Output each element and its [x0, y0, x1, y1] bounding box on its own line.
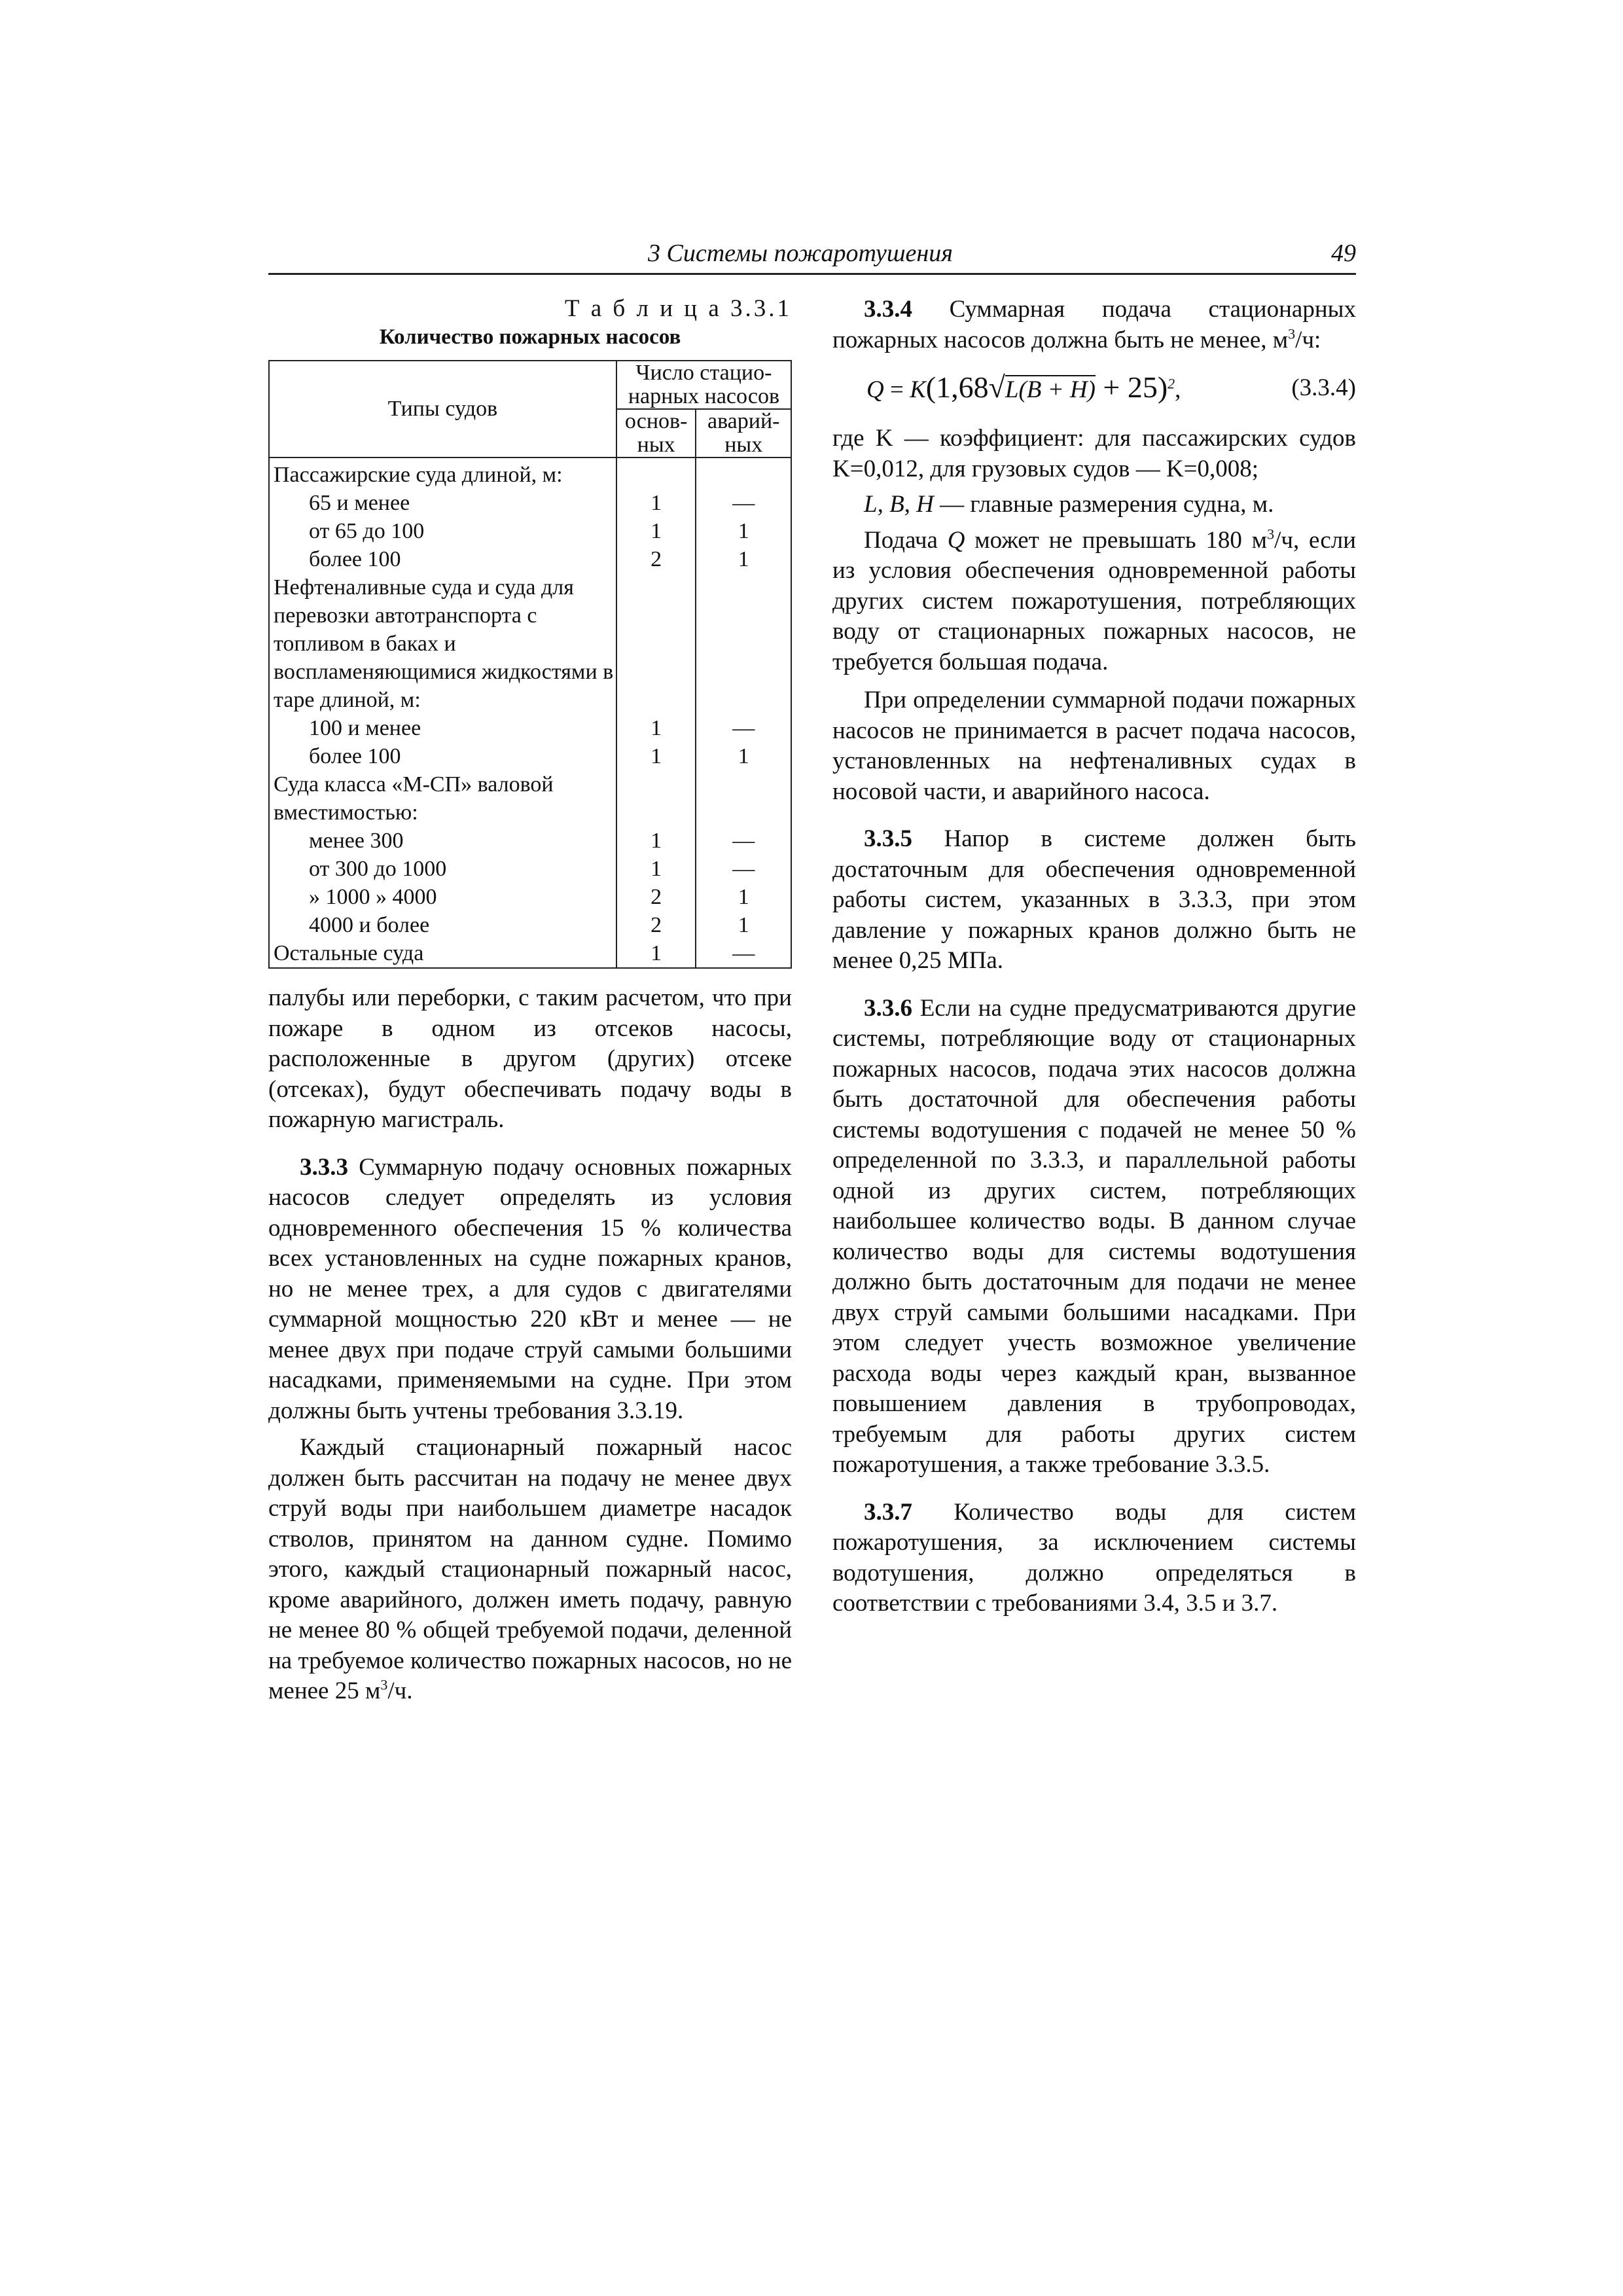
- formula-comma: ,: [1175, 376, 1181, 403]
- paragraph-3-3-6: [832, 994, 1356, 1480]
- ship-type-cell: от 300 до 1000: [269, 855, 616, 883]
- paragraph-where: где K — коэффициент: для пассажирских судов K=0,012, для грузовых судов — K=0,008;: [832, 425, 1356, 482]
- emergency-pumps-cell: —: [696, 489, 791, 517]
- main-pumps-cell: 1: [616, 714, 696, 742]
- paragraph-max-flow: [832, 526, 1356, 678]
- col-header-main: основ-ных: [616, 409, 696, 457]
- table-row: [269, 855, 791, 883]
- table-title: Количество пожарных насосов: [379, 325, 681, 349]
- ship-type-cell: 4000 и более: [269, 911, 616, 939]
- clause-number: 3.3.3: [300, 1153, 348, 1181]
- ship-type-cell: более 100: [269, 742, 616, 770]
- emergency-pumps-cell: —: [696, 855, 791, 883]
- main-pumps-cell: 1: [616, 742, 696, 770]
- clause-text: Количество воды для систем пожаротушения, за исключением системы водотушения, должно определяться в соответствии с требованиями 3.4, 3.5 и 3.7.: [832, 1498, 1356, 1617]
- table-row: [269, 770, 791, 827]
- main-pumps-cell: 2: [616, 911, 696, 939]
- table-row: [269, 545, 791, 573]
- main-pumps-cell: 2: [616, 545, 696, 573]
- table-row: [269, 714, 791, 742]
- main-pumps-cell: [616, 457, 696, 489]
- emergency-pumps-cell: —: [696, 827, 791, 855]
- ship-type-cell: менее 300: [269, 827, 616, 855]
- ship-type-cell: 100 и менее: [269, 714, 616, 742]
- table-row: [269, 827, 791, 855]
- table-row: [269, 517, 791, 545]
- paragraph-3-3-4: [832, 295, 1356, 355]
- formula-close: + 25): [1095, 370, 1168, 404]
- main-pumps-cell: 1: [616, 827, 696, 855]
- paragraph-each-pump: [268, 1433, 792, 1707]
- unit-text: /ч:: [1295, 326, 1321, 353]
- emergency-pumps-cell: —: [696, 939, 791, 968]
- clause-text: Суммарная подача стационарных пожарных насосов должна быть не менее, м: [832, 296, 1356, 353]
- emergency-pumps-cell: 1: [696, 883, 791, 911]
- superscript: 3: [1288, 325, 1296, 342]
- paragraph-text: — главные размерения судна, м.: [933, 491, 1274, 518]
- emergency-pumps-cell: 1: [696, 742, 791, 770]
- formula-radicand: L(B + H): [1005, 376, 1096, 403]
- formula-open: (1,68√: [925, 370, 1005, 404]
- unit-text: /ч.: [387, 1677, 413, 1704]
- formula-3-3-4: [832, 361, 1356, 420]
- main-pumps-cell: 1: [616, 939, 696, 968]
- left-column: [268, 295, 792, 1707]
- ship-type-cell: более 100: [269, 545, 616, 573]
- main-pumps-cell: 1: [616, 517, 696, 545]
- table-row: [269, 939, 791, 968]
- ship-type-cell: Нефтеналивные суда и суда для перевозки автотранспорта с топливом в баках и воспламеняющимися жидкостями в таре длиной, м:: [269, 573, 616, 714]
- paragraph-total-flow: При определении суммарной подачи пожарных насосов не принимается в расчет подача насосов, установленных на нефтеналивных судах в носовой части, и аварийного насоса.: [832, 687, 1356, 805]
- formula-expression: [866, 370, 1181, 404]
- right-column: [832, 295, 1356, 1619]
- ship-type-cell: от 65 до 100: [269, 517, 616, 545]
- table-row: [269, 573, 791, 714]
- emergency-pumps-cell: 1: [696, 545, 791, 573]
- emergency-pumps-cell: [696, 457, 791, 489]
- superscript: 3: [1267, 526, 1275, 543]
- table-row: [269, 742, 791, 770]
- main-pumps-cell: 1: [616, 855, 696, 883]
- clause-text: Суммарную подачу основных пожарных насосов следует определять из условия одновременного обеспечения 15 % количества всех установленных на судне пожарных кранов, но не менее трех, а для судов с двигателями суммарной мощностью 220 кВт и менее — не менее двух при подаче струй самыми большими насадками, применяемыми на судне. При этом должны быть учтены требования 3.3.19.: [268, 1153, 792, 1424]
- clause-number: 3.3.7: [864, 1498, 912, 1526]
- formula-equals: =: [883, 376, 910, 403]
- variable-q: Q: [947, 526, 965, 554]
- clause-number: 3.3.5: [864, 825, 912, 852]
- superscript: 3: [380, 1676, 388, 1693]
- text-c: /ч, если из условия обеспечения одновременной работы других систем пожаротушения, потребляющих воду от стационарных пожарных насосов, не требуется большая подача.: [832, 526, 1357, 675]
- paragraph-3-3-3: [268, 1153, 792, 1427]
- paragraph-3-3-7: [832, 1498, 1356, 1619]
- main-pumps-cell: [616, 573, 696, 714]
- header-title: 3 Системы пожаротушения: [648, 240, 953, 267]
- table-row: [269, 883, 791, 911]
- formula-q: Q: [866, 376, 884, 403]
- ship-type-cell: Пассажирские суда длиной, м:: [269, 457, 616, 489]
- pumps-table: [268, 360, 792, 969]
- col-header-emergency: аварий-ных: [696, 409, 791, 457]
- ship-type-cell: Остальные суда: [269, 939, 616, 968]
- formula-exponent: 2: [1168, 375, 1175, 392]
- table-row: [269, 489, 791, 517]
- emergency-pumps-cell: 1: [696, 911, 791, 939]
- formula-k: K: [910, 376, 926, 403]
- document-page: [268, 239, 1356, 1875]
- clause-text: Если на судне предусматриваются другие системы, потребляющие воду от стационарных пожарных насосов, подача этих насосов должна быть достаточной для обеспечения работы системы водотушения с подачей не менее 50 % определенной по 3.3.3, и параллельной работы одной из других систем, потребляющих наибольшее количество воды. В данном случае количество воды для системы водотушения должно быть достаточным для подачи не менее двух струй самыми большими насадками. При этом следует учесть возможное увеличение расхода воды через каждый кран, вызванное повышением давления в трубопроводах, требуемым для работы других систем пожаротушения, а также требование 3.3.5.: [832, 994, 1356, 1478]
- paragraph-3-3-5: [832, 824, 1356, 977]
- table-row: [269, 911, 791, 939]
- ship-type-cell: » 1000 » 4000: [269, 883, 616, 911]
- emergency-pumps-cell: —: [696, 714, 791, 742]
- text-b: может не превышать 180 м: [965, 526, 1268, 554]
- table-row: [269, 457, 791, 489]
- paragraph-dimensions: [832, 490, 1356, 520]
- page-number: 49: [1331, 240, 1356, 267]
- equation-number: (3.3.4): [1291, 374, 1356, 401]
- clause-number: 3.3.6: [864, 994, 912, 1022]
- emergency-pumps-cell: 1: [696, 517, 791, 545]
- main-pumps-cell: 2: [616, 883, 696, 911]
- emergency-pumps-cell: [696, 573, 791, 714]
- ship-type-cell: 65 и менее: [269, 489, 616, 517]
- col-header-group: Число стацио-нарных насосов: [616, 361, 791, 409]
- table-caption: Т а б л и ц а 3.3.1: [564, 295, 792, 322]
- text-a: Подача: [864, 526, 948, 554]
- variables: L, B, H: [864, 491, 934, 518]
- table-body: [269, 457, 791, 968]
- paragraph-text: Каждый стационарный пожарный насос должен быть рассчитан на подачу не менее двух струй воды при наибольшем диаметре насадок стволов, принятом на данном судне. Помимо этого, каждый стационарный пожарный насос, кроме аварийного, должен иметь подачу, равную не менее 80 % общей требуемой подачи, деленной на требуемое количество пожарных насосов, но не менее 25 м: [268, 1434, 792, 1704]
- ship-type-cell: Суда класса «М-СП» валовой вместимостью:: [269, 770, 616, 827]
- emergency-pumps-cell: [696, 770, 791, 827]
- main-pumps-cell: [616, 770, 696, 827]
- running-header: [268, 239, 1356, 275]
- paragraph-continuation: палубы или переборки, с таким расчетом, что при пожаре в одном из отсеков насосы, расположенные в другом (других) отсеке (отсеках), будут обеспечивать подачу воды в пожарную магистраль.: [268, 984, 792, 1133]
- clause-text: Напор в системе должен быть достаточным для обеспечения одновременной работы систем, указанных в 3.3.3, при этом давление у пожарных кранов должно быть не менее 0,25 МПа.: [832, 825, 1356, 974]
- clause-number: 3.3.4: [864, 296, 912, 323]
- col-header-type: Типы судов: [269, 361, 616, 457]
- main-pumps-cell: 1: [616, 489, 696, 517]
